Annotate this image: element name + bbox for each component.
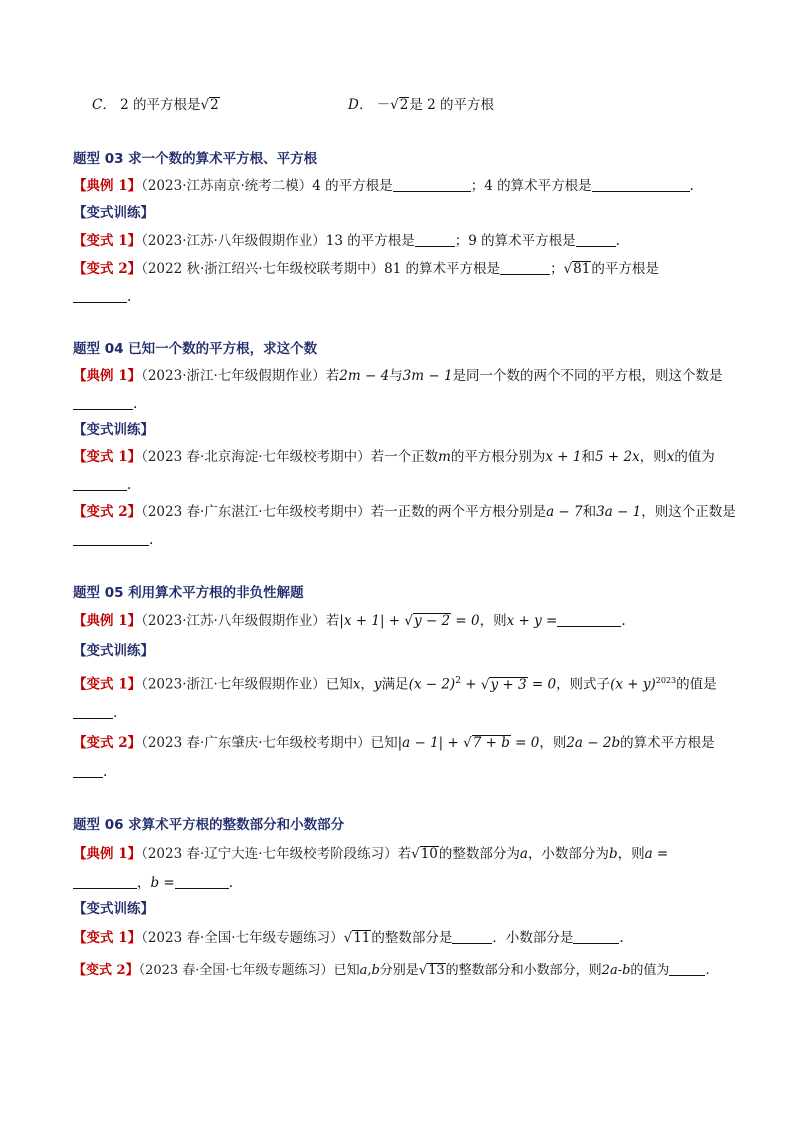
sqrt-symbol: √2 bbox=[390, 97, 409, 113]
variant-question: 【变式 1】（2023 春·北京海淀·七年级校考期中）若一个正数m的平方根分别为x + 1和5 + 2x，则x的值为 bbox=[73, 449, 715, 465]
section-heading: 题型 05 利用算术平方根的非负性解题 bbox=[73, 585, 304, 601]
variant-question: 【变式 2】（2023 春·广东湛江·七年级校考期中）若一正数的两个平方根分别是a − 7和3a − 1，则这个正数是 bbox=[73, 504, 736, 520]
variant-answer-line: . bbox=[73, 288, 131, 306]
variant-tag: 【变式 2】 bbox=[73, 261, 142, 277]
variant-answer-line: . bbox=[73, 531, 153, 549]
option-c-label: C． bbox=[92, 97, 116, 113]
variant-tag: 【变式 2】 bbox=[73, 504, 142, 520]
training-label: 【变式训练】 bbox=[73, 422, 154, 438]
answer-blank[interactable] bbox=[592, 177, 690, 192]
example-question: 【典例 1】（2023·江苏南京·统考二模）4 的平方根是 ；4 的算术平方根是 . bbox=[73, 178, 694, 194]
sqrt-symbol: √2 bbox=[200, 97, 219, 113]
question-source: （2023·浙江·七年级假期作业） bbox=[141, 368, 326, 384]
example-question: 【典例 1】（2023·江苏·八年级假期作业）若|x + 1| + √y − 2 = 0，则x + y = . bbox=[73, 613, 626, 629]
answer-blank[interactable] bbox=[73, 531, 149, 546]
answer-blank[interactable] bbox=[393, 177, 471, 192]
answer-blank[interactable] bbox=[73, 476, 127, 491]
answer-blank[interactable] bbox=[669, 961, 705, 976]
answer-blank[interactable] bbox=[452, 929, 492, 944]
question-source: （2022 秋·浙江绍兴·七年级校联考期中） bbox=[141, 261, 385, 277]
training-label: 【变式训练】 bbox=[73, 643, 154, 659]
sqrt-symbol: √7 + b bbox=[463, 735, 510, 751]
variant-question: 【变式 2】（2023 春·广东肇庆·七年级校考期中）已知|a − 1| + √7 + b = 0，则2a − 2b的算术平方根是 bbox=[73, 735, 715, 751]
question-source: （2023 春·广东湛江·七年级校考期中） bbox=[141, 504, 371, 520]
option-d-label: D． bbox=[348, 97, 373, 113]
question-source: （2023·江苏·八年级假期作业） bbox=[141, 233, 326, 249]
option-c-text: 2 的平方根是 bbox=[120, 97, 201, 113]
sqrt-symbol: √y − 2 bbox=[404, 613, 451, 629]
answer-blank[interactable] bbox=[73, 288, 127, 303]
variant-question: 【变式 1】（2023·江苏·八年级假期作业）13 的平方根是 ；9 的算术平方根是 . bbox=[73, 233, 620, 249]
variant-tag: 【变式 1】 bbox=[73, 449, 142, 465]
variant-answer-line: . bbox=[73, 763, 107, 781]
question-source: （2023 春·广东肇庆·七年级校考期中） bbox=[141, 735, 371, 751]
example-tag: 【典例 1】 bbox=[73, 613, 142, 629]
answer-blank[interactable] bbox=[73, 874, 137, 889]
question-source: （2023 春·北京海淀·七年级校考期中） bbox=[141, 449, 371, 465]
example-tag: 【典例 1】 bbox=[73, 368, 142, 384]
section-heading: 题型 04 已知一个数的平方根，求这个数 bbox=[73, 341, 318, 357]
training-label: 【变式训练】 bbox=[73, 205, 154, 221]
sqrt-symbol: √y + 3 bbox=[480, 676, 527, 693]
answer-blank[interactable] bbox=[500, 260, 550, 275]
answer-blank[interactable] bbox=[73, 763, 103, 778]
answer-blank[interactable] bbox=[573, 929, 619, 944]
question-source: （2023·浙江·七年级假期作业） bbox=[141, 676, 326, 693]
answer-blank[interactable] bbox=[175, 874, 229, 889]
sqrt-symbol: √81 bbox=[563, 261, 591, 277]
question-source: （2023 春·辽宁大连·七年级校考阶段练习） bbox=[141, 846, 398, 862]
option-d-text: 是 2 的平方根 bbox=[409, 97, 494, 113]
example-answer-line: ，b = . bbox=[73, 874, 233, 892]
sqrt-symbol: √10 bbox=[411, 846, 438, 862]
variant-answer-line: . bbox=[73, 704, 117, 722]
answer-blank[interactable] bbox=[557, 612, 621, 627]
option-d-prefix: － bbox=[376, 97, 391, 113]
answer-blank[interactable] bbox=[576, 232, 616, 247]
example-question: 【典例 1】（2023 春·辽宁大连·七年级校考阶段练习）若√10的整数部分为a，小数部分为b，则a = bbox=[73, 846, 669, 862]
answer-blank[interactable] bbox=[73, 395, 133, 410]
variant-tag: 【变式 2】 bbox=[73, 735, 142, 751]
question-source: （2023·江苏南京·统考二模） bbox=[141, 178, 313, 194]
option-d bbox=[348, 96, 494, 114]
variant-question: 【变式 1】（2023·浙江·七年级假期作业）已知x，y满足$(x - 2)^2 + √y + 3 = 0$，则式子$(x + y)^{2023}$的值是 bbox=[73, 676, 717, 693]
variant-tag: 【变式 1】 bbox=[73, 676, 142, 693]
variant-question: 【变式 2】（2022 秋·浙江绍兴·七年级校联考期中）81 的算术平方根是 ；√81的平方根是 bbox=[73, 261, 659, 277]
question-source: （2023 春·全国·七年级专题练习） bbox=[141, 930, 344, 946]
example-tag: 【典例 1】 bbox=[73, 846, 142, 862]
question-source: （2023 春·全国·七年级专题练习） bbox=[138, 963, 334, 978]
variant-tag: 【变式 1】 bbox=[73, 233, 142, 249]
variant-tag: 【变式 2】 bbox=[73, 963, 139, 978]
variant-answer-line: . bbox=[73, 476, 131, 494]
variant-tag: 【变式 1】 bbox=[73, 930, 142, 946]
example-answer-line: . bbox=[73, 395, 137, 413]
question-source: （2023·江苏·八年级假期作业） bbox=[141, 613, 326, 629]
example-tag: 【典例 1】 bbox=[73, 178, 142, 194]
section-heading: 题型 03 求一个数的算术平方根、平方根 bbox=[73, 151, 318, 167]
option-c bbox=[92, 96, 220, 114]
answer-blank[interactable] bbox=[415, 232, 455, 247]
training-label: 【变式训练】 bbox=[73, 901, 154, 917]
sqrt-symbol: √11 bbox=[343, 930, 371, 946]
answer-blank[interactable] bbox=[73, 704, 113, 719]
variant-question: 【变式 2】（2023 春·全国·七年级专题练习）已知a,b分别是√13的整数部分和小数部分，则2a-b的值为 . bbox=[73, 963, 710, 978]
section-heading: 题型 06 求算术平方根的整数部分和小数部分 bbox=[73, 817, 345, 833]
sqrt-symbol: √13 bbox=[418, 963, 445, 978]
variant-question: 【变式 1】（2023 春·全国·七年级专题练习）√11的整数部分是 ．小数部分是 . bbox=[73, 930, 624, 946]
example-question: 【典例 1】（2023·浙江·七年级假期作业）若2m − 4与3m − 1是同一个数的两个不同的平方根，则这个数是 bbox=[73, 368, 723, 384]
